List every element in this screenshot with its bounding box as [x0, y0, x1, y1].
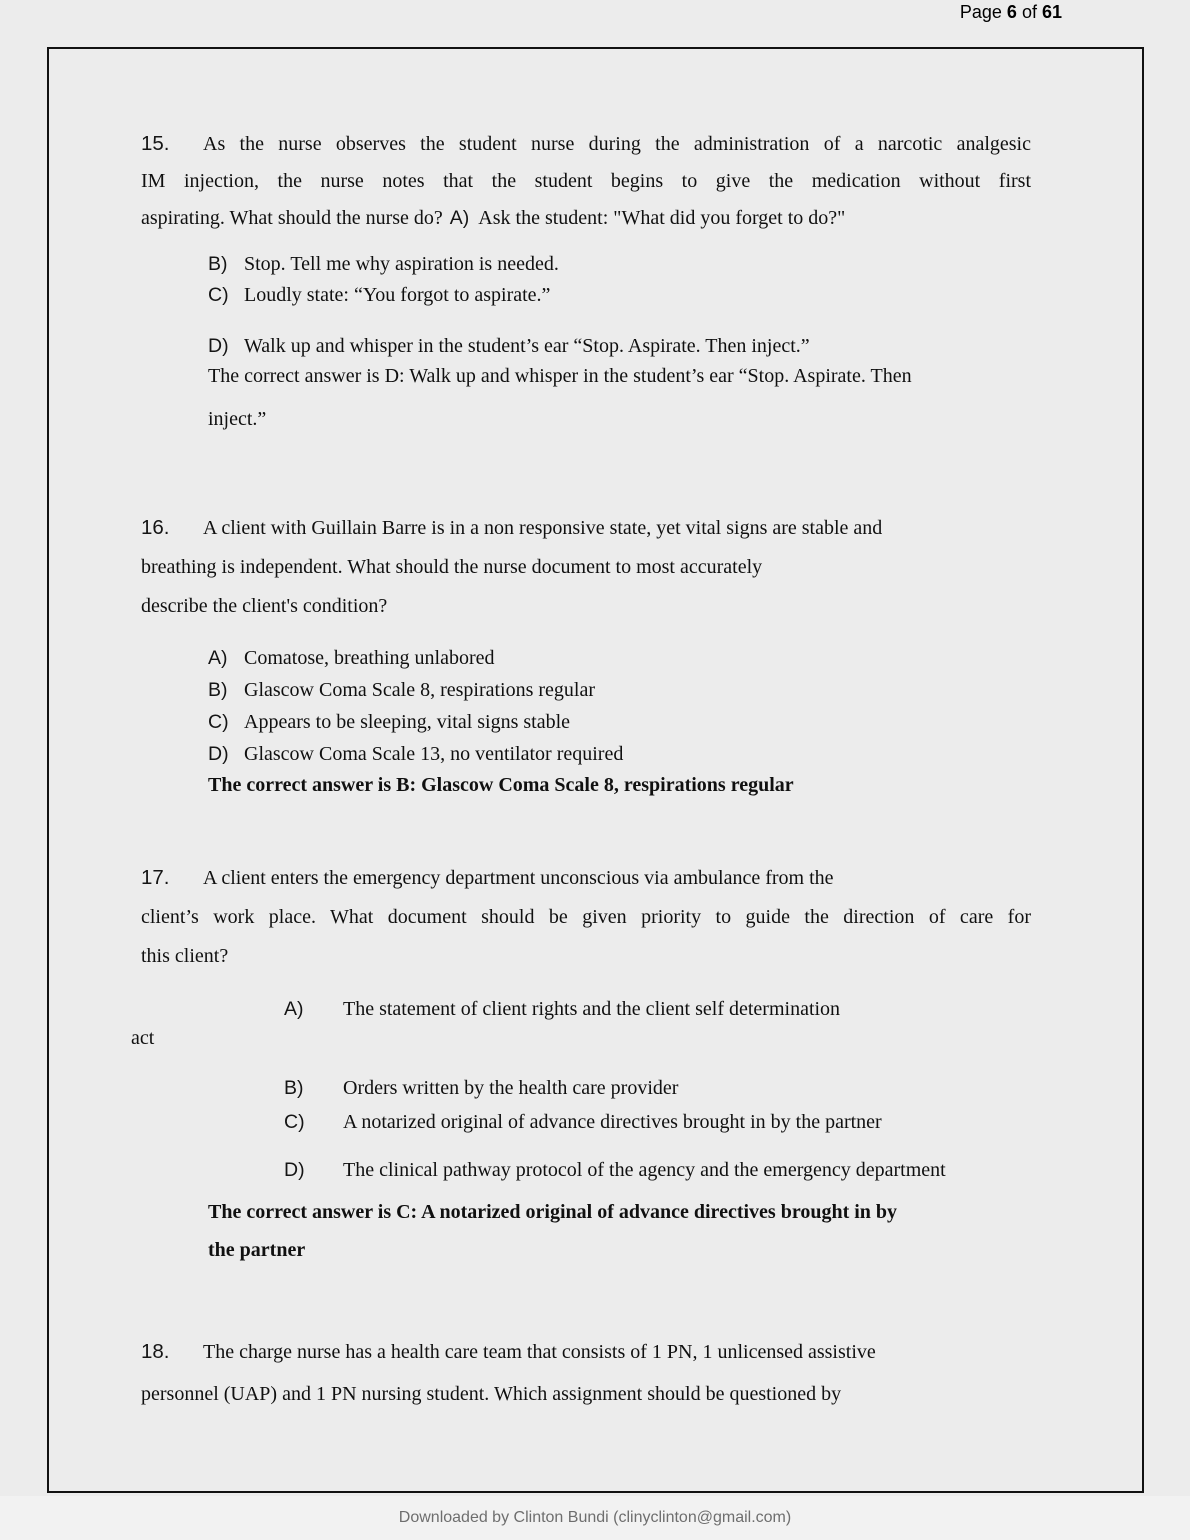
- option-letter: B): [208, 253, 228, 275]
- option-letter: D): [284, 1159, 305, 1181]
- option-wrap-line: act: [131, 1027, 155, 1049]
- question-text: As the nurse observes the student nurse during the administration of a narcotic analgesic: [203, 133, 1031, 155]
- option-row: [284, 1071, 1031, 1105]
- answer-line: The correct answer is D: Walk up and whisper in the student’s ear “Stop. Aspirate. Then: [208, 365, 912, 387]
- question-text: aspirating. What should the nurse do?: [141, 207, 443, 229]
- option-text: The clinical pathway protocol of the agency and the emergency department: [343, 1159, 946, 1181]
- page-indicator: [960, 2, 1062, 23]
- watermark-text: Downloaded by Clinton Bundi (clinyclinton@gmail.com): [398, 1509, 792, 1526]
- option-text: The statement of client rights and the client self determination: [343, 998, 841, 1020]
- option-row: [208, 331, 1031, 362]
- of-label: of: [1021, 2, 1037, 22]
- question-line: this client?: [141, 945, 229, 967]
- question-block-16: [141, 508, 1031, 800]
- answer-block: [141, 1193, 1031, 1269]
- option-text: Orders written by the health care provider: [343, 1077, 679, 1099]
- option-text: Ask the student: "What did you forget to do?": [478, 207, 846, 229]
- question-text: The charge nurse has a health care team that consists of 1 PN, 1 unlicensed assistive: [203, 1341, 876, 1363]
- page-label: Page: [959, 2, 1002, 22]
- answer-line: The correct answer is B: Glascow Coma Scale 8, respirations regular: [208, 774, 794, 796]
- question-line: [141, 508, 1031, 548]
- question-line: [141, 125, 1031, 163]
- option-row: [284, 994, 1031, 1024]
- page-number: 6: [1006, 2, 1017, 22]
- page-content: [49, 49, 1031, 1415]
- question-line: [141, 200, 1031, 237]
- question-block-18: [141, 1331, 1031, 1415]
- option-letter: C): [284, 1111, 305, 1133]
- question-number: 16.: [141, 516, 170, 539]
- download-watermark: [0, 1496, 1190, 1540]
- option-letter: C): [208, 284, 229, 306]
- option-text: A notarized original of advance directives brought in by the partner: [343, 1111, 882, 1133]
- question-line: personnel (UAP) and 1 PN nursing student. Which assignment should be questioned by: [141, 1383, 842, 1405]
- options-list: [141, 249, 1031, 362]
- option-letter: B): [208, 679, 228, 701]
- option-letter: B): [284, 1077, 304, 1099]
- option-text: Loudly state: “You forgot to aspirate.”: [244, 284, 551, 306]
- option-letter: D): [208, 743, 229, 765]
- option-letter: C): [208, 711, 229, 733]
- answer-line: The correct answer is C: A notarized original of advance directives brought in by: [208, 1201, 898, 1223]
- option-row: [208, 642, 1031, 674]
- option-letter: A): [449, 207, 470, 229]
- question-line: [141, 858, 1031, 898]
- question-text: A client with Guillain Barre is in a non responsive state, yet vital signs are stable and: [203, 517, 883, 539]
- question-number: 18.: [141, 1340, 170, 1363]
- question-number: 17.: [141, 866, 170, 889]
- option-letter: A): [284, 998, 304, 1020]
- answer-continuation: inject.”: [208, 408, 267, 430]
- option-letter: A): [208, 647, 228, 669]
- option-row: [208, 280, 1031, 311]
- document-page: [47, 47, 1144, 1493]
- question-number: 15.: [141, 132, 170, 155]
- option-text: Stop. Tell me why aspiration is needed.: [244, 253, 559, 275]
- option-text: Walk up and whisper in the student’s ear “Stop. Aspirate. Then inject.”: [244, 335, 810, 357]
- option-row: [208, 674, 1031, 706]
- question-block-17: [131, 858, 1031, 1269]
- option-text: Glascow Coma Scale 8, respirations regular: [244, 679, 596, 701]
- option-row: [284, 1105, 1031, 1139]
- question-line: describe the client's condition?: [141, 595, 388, 617]
- option-row: [208, 249, 1031, 280]
- question-block-15: [141, 125, 1031, 434]
- question-line: [141, 1331, 1031, 1373]
- question-line: breathing is independent. What should the nurse document to most accurately: [141, 556, 763, 578]
- options-list: [131, 994, 1031, 1187]
- option-text: Glascow Coma Scale 13, no ventilator required: [244, 743, 624, 765]
- option-row: [208, 738, 1031, 770]
- options-list: [141, 642, 1031, 770]
- option-text: Appears to be sleeping, vital signs stable: [244, 711, 571, 733]
- question-line: client’s work place. What document should be given priority to guide the direction of care for: [141, 906, 1031, 928]
- question-line: IM injection, the nurse notes that the student begins to give the medication without first: [141, 170, 1031, 192]
- answer-continuation: the partner: [208, 1239, 306, 1261]
- option-text: Comatose, breathing unlabored: [244, 647, 495, 669]
- question-text: A client enters the emergency department unconscious via ambulance from the: [203, 867, 834, 889]
- option-row: [284, 1153, 1031, 1187]
- option-letter: D): [208, 335, 229, 357]
- option-row: [208, 706, 1031, 738]
- total-pages: 61: [1041, 2, 1062, 22]
